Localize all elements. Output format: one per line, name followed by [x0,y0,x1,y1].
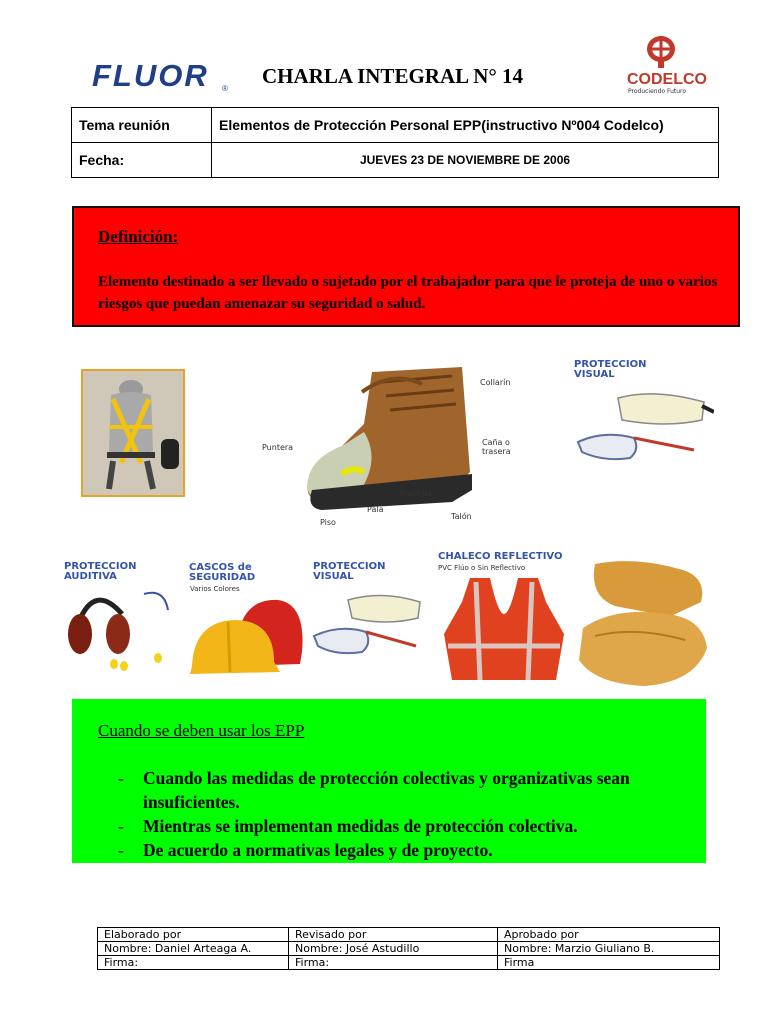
usage-title: Cuando se deben usar los EPP [98,721,305,740]
boot-part-insole: Plantilla [400,489,432,498]
reviewed-by-label: Revisado por [289,928,498,942]
boot-part-toe: Puntera [262,443,294,452]
helmets-caption-2: SEGURIDAD [189,572,256,583]
approval-table [97,927,720,970]
prepared-by-label: Elaborado por [98,928,289,942]
bullet-dash: - [118,840,124,860]
definition-title: Definición: [98,227,179,246]
approved-by-name: Nombre: Marzio Giuliano B. [498,942,720,956]
hard-hats-image [188,592,306,682]
boot-part-sole: Piso [320,518,336,527]
safety-glasses-top-image [574,386,714,476]
bullet-dash: - [118,816,124,836]
list-item [118,838,708,862]
helmets-caption-1: CASCOS de [189,562,252,573]
visual-bottom-caption-2: VISUAL [313,571,354,582]
table-row [98,956,720,970]
date-value: JUEVES 23 DE NOVIEMBRE DE 2006 [212,143,719,178]
approved-by-signature: Firma [498,956,720,970]
visual-top-caption-1: PROTECCION [574,359,647,370]
vest-subcaption: PVC Flúo o Sin Reflectivo [438,564,526,572]
approved-by-label: Aprobado por [498,928,720,942]
meeting-info-table [71,107,719,178]
usage-list [118,766,708,862]
hearing-caption-2: AUDITIVA [64,571,117,582]
boot-part-heel: Talón [451,512,472,521]
vest-caption: CHALECO REFLECTIVO [438,551,563,562]
leather-gloves-image [575,556,715,690]
date-label: Fecha: [72,143,212,178]
visual-top-caption-2: VISUAL [574,369,615,380]
bullet-dash: - [118,768,124,788]
safety-boot-image [302,362,482,522]
reviewed-by-name: Nombre: José Astudillo [289,942,498,956]
codelco-wordmark: CODELCO [627,71,707,88]
harness-image [81,369,185,497]
topic-label: Tema reunión [72,108,212,143]
codelco-logo [624,32,714,100]
codelco-tagline: Produciendo Futuro [628,88,687,95]
list-item [118,814,708,838]
reviewed-by-signature: Firma: [289,956,498,970]
page-title: CHARLA INTEGRAL N° 14 [262,64,524,88]
usage-item-text: De acuerdo a normativas legales y de proyecto. [143,840,493,860]
topic-row [72,108,719,143]
usage-item-text: Cuando las medidas de protección colectivas y organizativas sean insuficientes. [143,768,630,812]
visual-bottom-caption-1: PROTECCION [313,561,386,572]
ear-muffs-image [64,584,176,678]
table-row [98,942,720,956]
usage-item-text: Mientras se implementan medidas de protección colectiva. [143,816,578,836]
table-row [98,928,720,942]
topic-value: Elementos de Protección Personal EPP(instructivo Nº004 Codelco) [212,108,719,143]
helmets-subcaption: Varios Colores [190,585,240,593]
boot-part-vamp: Pala [367,505,384,514]
reflective-vest-image [440,574,568,686]
fluor-logo: FLUOR [92,58,209,93]
registered-mark: ® [222,84,228,93]
definition-text: Elemento destinado a ser llevado o sujetado por el trabajador para que le proteja de uno o varios riesgos que puedan amenazar su seguridad o salud. [98,274,718,312]
boot-part-tongue: Caña o trasera [482,438,511,456]
hearing-caption-1: PROTECCION [64,561,137,572]
prepared-by-name: Nombre: Daniel Arteaga A. [98,942,289,956]
list-item [118,766,708,814]
boot-part-collar: Collarín [480,378,511,387]
safety-glasses-bottom-image [312,588,424,670]
prepared-by-signature: Firma: [98,956,289,970]
date-row [72,143,719,178]
